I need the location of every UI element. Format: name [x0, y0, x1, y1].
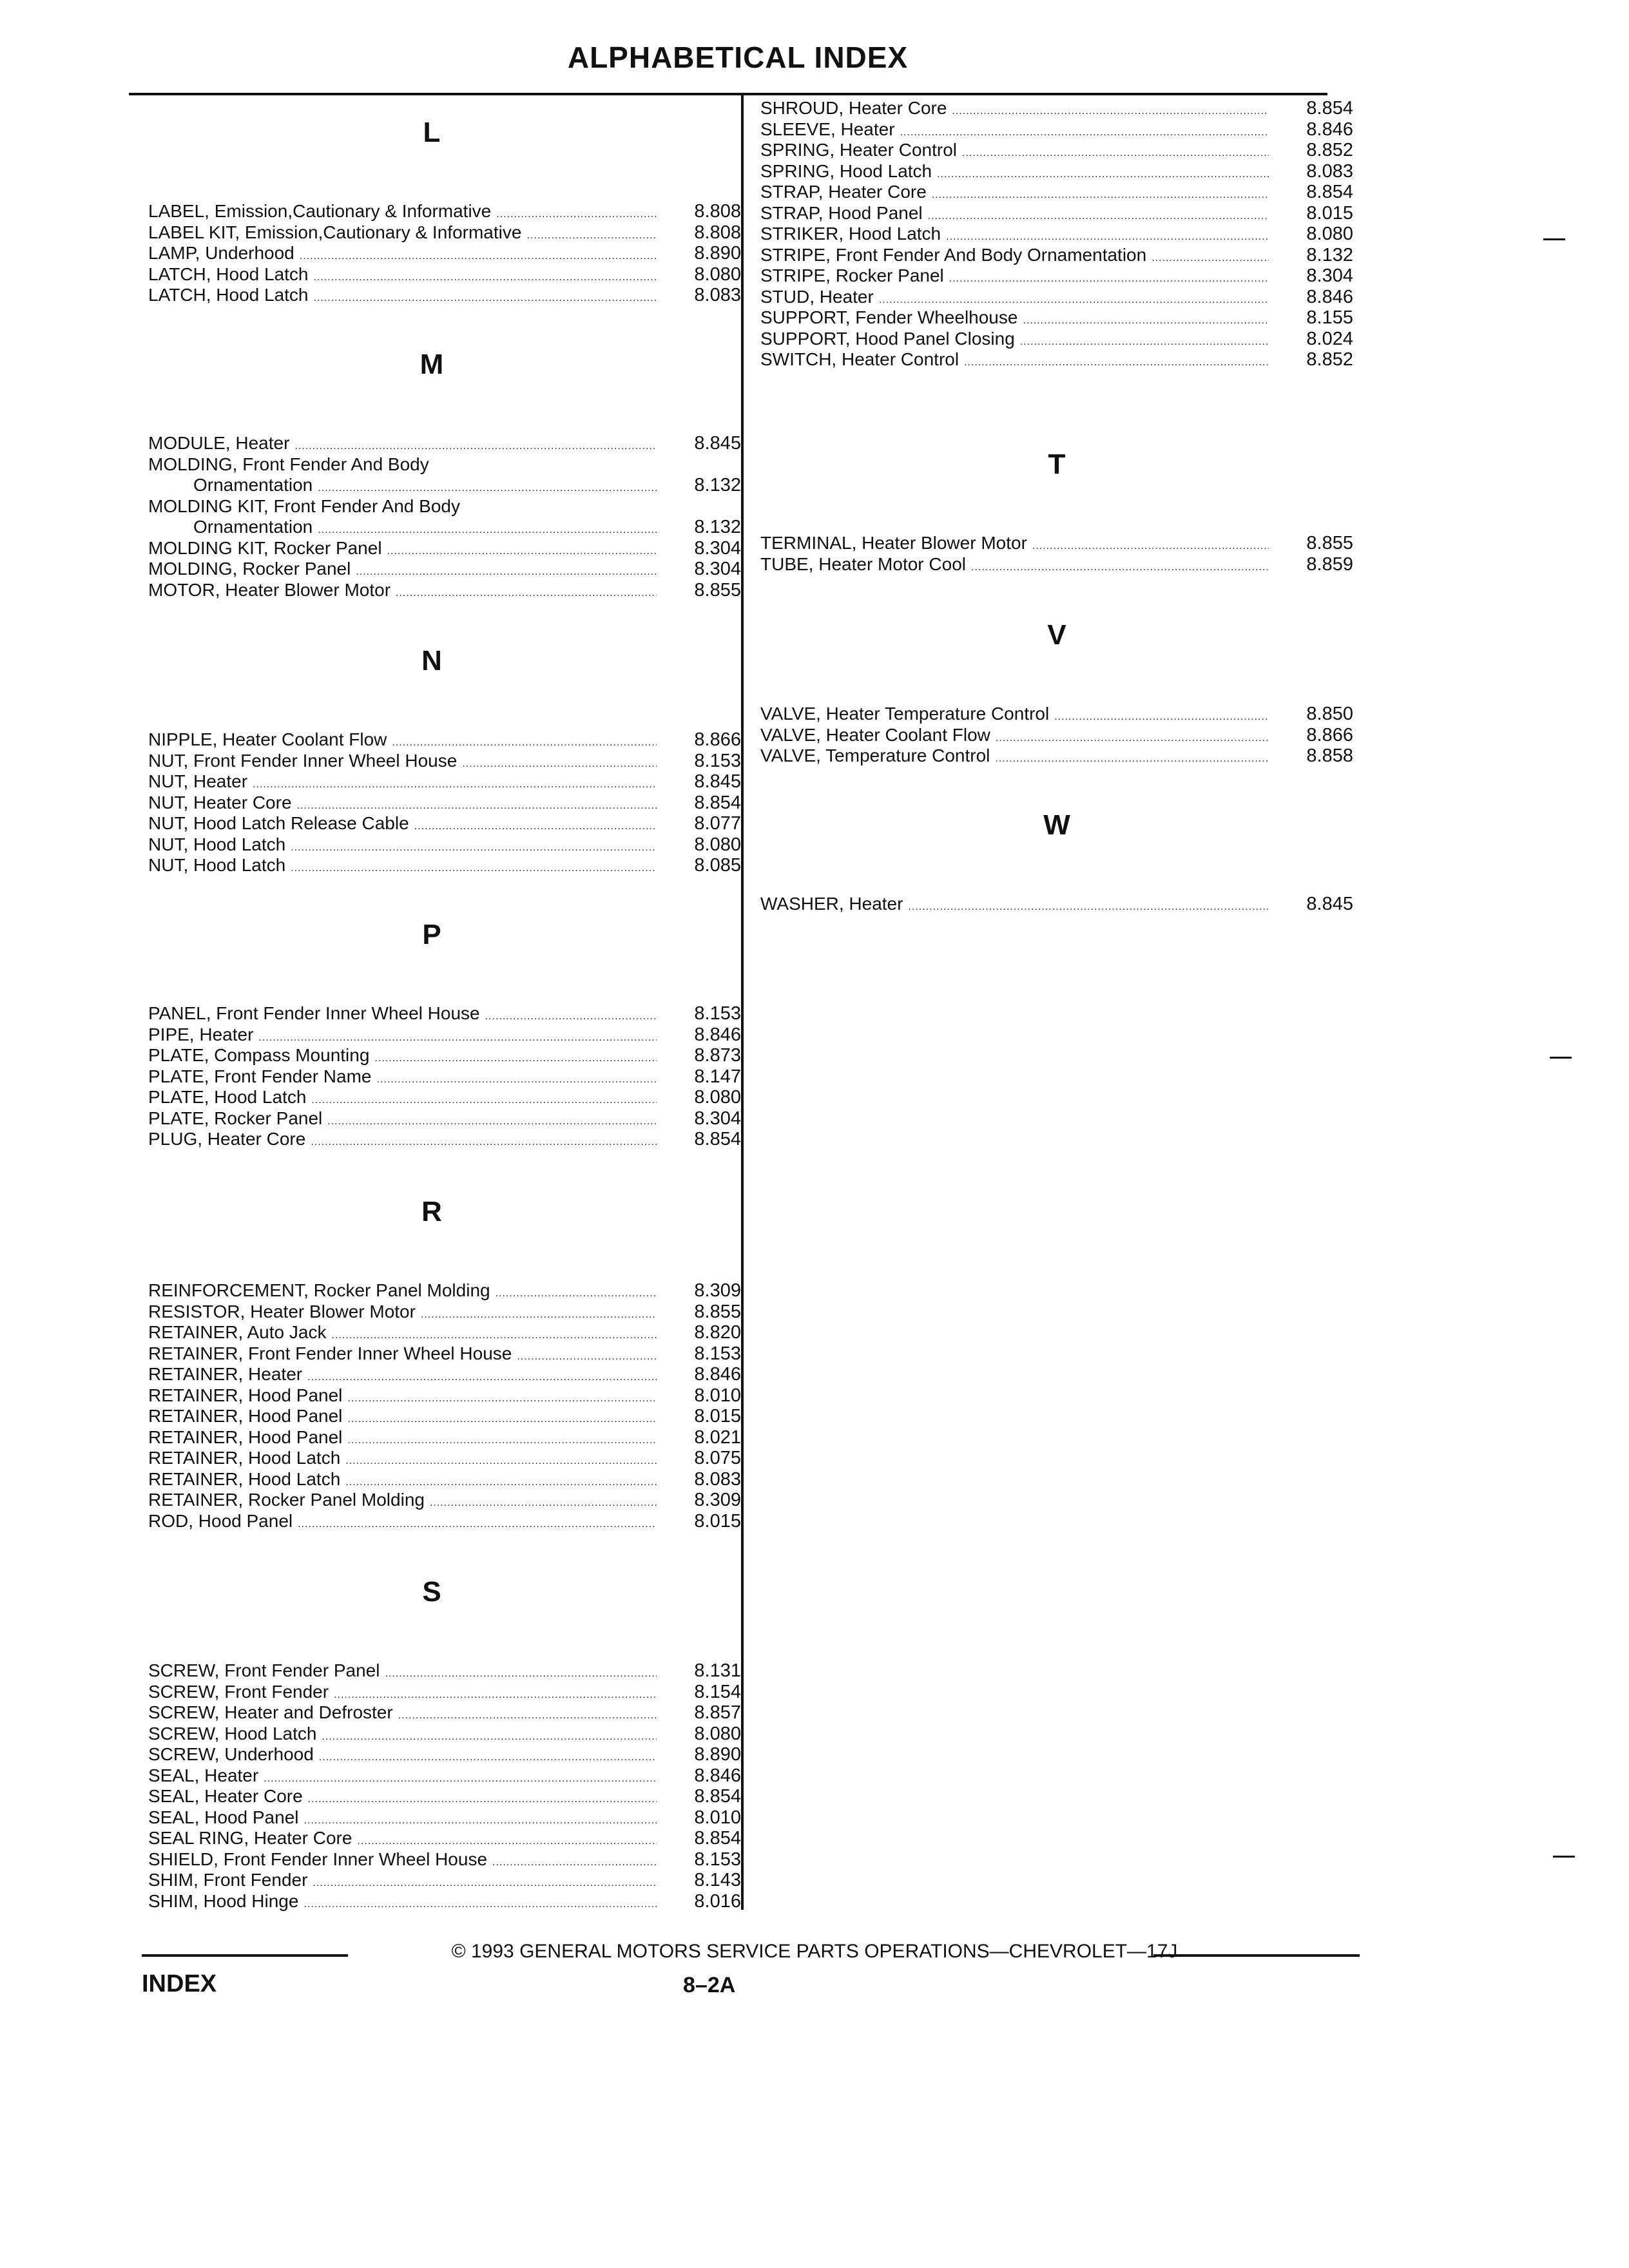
entry-label: LABEL, Emission,Cautionary & Informative [148, 201, 492, 221]
entry-page-number: 8.855 [694, 579, 741, 601]
entry-label: STRAP, Heater Core [760, 182, 927, 202]
entry-page-number: 8.846 [1306, 119, 1353, 140]
dot-leader [374, 1048, 657, 1070]
index-entry [148, 1343, 741, 1365]
dot-leader [253, 774, 657, 796]
index-entry [148, 1129, 741, 1150]
entry-label: VALVE, Heater Temperature Control [760, 704, 1050, 724]
entry-page-number: 8.083 [694, 1468, 741, 1490]
entry-page-number: 8.021 [694, 1427, 741, 1448]
entry-label: MOLDING, Front Fender And Body [148, 454, 429, 474]
entry-page-number: 8.153 [694, 1003, 741, 1024]
entry-label: SPRING, Hood Latch [760, 160, 932, 181]
entry-page-number: 8.846 [694, 1765, 741, 1786]
index-entry [148, 1448, 741, 1469]
dot-leader [995, 749, 1269, 770]
index-entry [148, 1490, 741, 1511]
index-entry [760, 182, 1353, 203]
index-entry [148, 1870, 741, 1891]
section-R [148, 1195, 741, 1532]
entry-label: SEAL RING, Heater Core [148, 1828, 352, 1848]
index-entry [148, 1385, 741, 1407]
entry-label: SCREW, Front Fender Panel [148, 1660, 380, 1680]
entry-page-number: 8.075 [694, 1448, 741, 1468]
index-entry [148, 1682, 741, 1703]
section-T [760, 448, 1353, 575]
dot-leader [327, 1111, 657, 1133]
entry-page-number: 8.015 [694, 1510, 741, 1532]
index-entry-list [148, 1003, 741, 1150]
entry-page-number: 8.080 [694, 834, 741, 855]
section-N [148, 644, 741, 876]
dot-leader [300, 246, 657, 267]
edge-mark [1543, 238, 1565, 240]
index-entry [148, 1511, 741, 1532]
index-entry [148, 1045, 741, 1066]
section-letter: L [423, 117, 441, 148]
index-entry [148, 1108, 741, 1129]
section-letter: W [1043, 809, 1070, 841]
entry-page-number: 8.808 [694, 201, 741, 222]
index-entry [148, 1828, 741, 1849]
title-rule [129, 93, 1327, 95]
entry-page-number: 8.153 [694, 1849, 741, 1870]
index-entry-list [760, 98, 1353, 370]
index-entry [148, 1066, 741, 1088]
dot-leader [496, 1283, 657, 1305]
entry-page-number: 8.309 [694, 1490, 741, 1510]
dot-leader [311, 1090, 657, 1111]
dot-leader [314, 288, 657, 309]
index-entry [760, 307, 1353, 329]
index-entry [148, 1087, 741, 1108]
index-entry [760, 725, 1353, 746]
entry-label: RETAINER, Heater [148, 1364, 303, 1384]
dot-leader [949, 269, 1269, 290]
entry-label: TERMINAL, Heater Blower Motor [760, 533, 1027, 553]
dot-leader [347, 1409, 657, 1430]
dot-leader [298, 1514, 657, 1535]
index-entry [148, 1427, 741, 1448]
index-entry [148, 517, 741, 538]
index-entry [148, 1807, 741, 1829]
entry-page-number: 8.854 [1306, 182, 1353, 202]
index-entry-list [760, 894, 1353, 915]
index-entry [760, 140, 1353, 161]
dot-leader [308, 1789, 657, 1811]
dot-leader [291, 858, 657, 879]
entry-page-number: 8.015 [1306, 202, 1353, 224]
entry-page-number: 8.083 [694, 285, 741, 305]
entry-label: REINFORCEMENT, Rocker Panel Molding [148, 1280, 490, 1300]
entry-page-number: 8.857 [694, 1702, 741, 1723]
entry-label: NUT, Heater Core [148, 792, 292, 812]
index-entry [148, 201, 741, 222]
dot-leader [1054, 707, 1269, 728]
entry-page-number: 8.304 [694, 559, 741, 579]
index-entry [148, 264, 741, 285]
section-V [760, 619, 1353, 767]
entry-label: PLATE, Rocker Panel [148, 1108, 323, 1128]
page-title: ALPHABETICAL INDEX [567, 41, 909, 74]
footer-section-label: INDEX [142, 1970, 217, 1997]
entry-page-number: 8.850 [1306, 704, 1353, 724]
entry-page-number: 8.855 [1306, 533, 1353, 553]
index-entry-list [760, 704, 1353, 767]
index-entry [760, 203, 1353, 224]
entry-page-number: 8.131 [694, 1660, 741, 1681]
dot-leader [1023, 311, 1269, 332]
section-W [760, 809, 1353, 915]
entry-label: NUT, Front Fender Inner Wheel House [148, 750, 458, 771]
index-entry-list [148, 1660, 741, 1912]
entry-page-number: 8.154 [694, 1681, 741, 1702]
index-entry [148, 222, 741, 244]
index-entry [760, 533, 1353, 554]
entry-label: ROD, Hood Panel [148, 1510, 293, 1531]
index-entry [760, 287, 1353, 308]
index-entry [148, 538, 741, 559]
entry-label: PIPE, Heater [148, 1024, 254, 1044]
dot-leader [356, 562, 657, 583]
index-entry [148, 1280, 741, 1302]
entry-page-number: 8.015 [694, 1406, 741, 1427]
index-entry [760, 329, 1353, 350]
dot-leader [962, 143, 1269, 164]
entry-label: LABEL KIT, Emission,Cautionary & Informative [148, 222, 522, 242]
entry-page-number: 8.132 [694, 475, 741, 495]
entry-page-number: 8.820 [694, 1322, 741, 1343]
entry-page-number: 8.854 [694, 1828, 741, 1849]
entry-label: SHIM, Front Fender [148, 1870, 308, 1890]
entry-label: NIPPLE, Heater Coolant Flow [148, 729, 387, 749]
entry-label: SHIM, Hood Hinge [148, 1890, 299, 1911]
entry-label: MOLDING KIT, Rocker Panel [148, 537, 382, 558]
entry-page-number: 8.155 [1306, 307, 1353, 328]
index-entry [148, 1765, 741, 1787]
entry-page-number: 8.808 [694, 222, 741, 243]
dot-leader [937, 164, 1269, 186]
entry-page-number: 8.080 [694, 264, 741, 285]
entry-label: NUT, Hood Latch [148, 855, 286, 875]
entry-label: MOLDING KIT, Front Fender And Body [148, 495, 460, 516]
entry-label: SEAL, Heater [148, 1765, 259, 1785]
index-entry [760, 245, 1353, 266]
entry-page-number: 8.304 [694, 1108, 741, 1129]
dot-leader [387, 541, 657, 562]
entry-page-number: 8.083 [1306, 160, 1353, 182]
entry-page-number: 8.309 [694, 1280, 741, 1301]
entry-label: Ornamentation [193, 475, 313, 495]
index-entry [148, 771, 741, 793]
entry-label: RESISTOR, Heater Blower Motor [148, 1301, 416, 1321]
dot-leader [462, 754, 657, 775]
entry-label: STRIPE, Front Fender And Body Ornamentation [760, 244, 1147, 265]
entry-label: VALVE, Heater Coolant Flow [760, 724, 990, 745]
entry-label: MOLDING, Rocker Panel [148, 559, 351, 579]
entry-page-number: 8.852 [1306, 349, 1353, 370]
entry-label: SHROUD, Heater Core [760, 98, 947, 118]
entry-page-number: 8.010 [694, 1385, 741, 1406]
dot-leader [932, 185, 1269, 206]
dot-leader [492, 1852, 657, 1874]
index-entry [148, 1003, 741, 1024]
dot-leader [928, 206, 1269, 227]
entry-label: SPRING, Heater Control [760, 140, 957, 160]
dot-leader [517, 1347, 657, 1368]
entry-label: LATCH, Hood Latch [148, 285, 309, 305]
entry-label: RETAINER, Hood Latch [148, 1468, 341, 1489]
index-entry [148, 1660, 741, 1682]
index-entry [148, 1724, 741, 1745]
entry-label: STRAP, Hood Panel [760, 202, 923, 223]
dot-leader [1020, 332, 1269, 353]
entry-label: SLEEVE, Heater [760, 119, 895, 139]
entry-page-number: 8.845 [1306, 894, 1353, 914]
index-entry-list [148, 433, 741, 601]
dot-leader [396, 583, 657, 604]
entry-label: LAMP, Underhood [148, 243, 294, 263]
dot-leader [964, 352, 1269, 374]
dot-leader [526, 226, 657, 247]
index-entry [148, 813, 741, 834]
entry-page-number: 8.304 [1306, 265, 1353, 286]
entry-page-number: 8.846 [1306, 286, 1353, 307]
index-entry [148, 729, 741, 751]
index-entry [148, 433, 741, 454]
index-entry [148, 834, 741, 856]
entry-page-number: 8.132 [1306, 244, 1353, 265]
section-L [148, 116, 741, 306]
entry-label: MODULE, Heater [148, 433, 290, 453]
dot-leader [304, 1811, 657, 1832]
index-entry [148, 751, 741, 772]
index-entry [148, 1322, 741, 1343]
dot-leader [314, 267, 657, 289]
entry-label: PLATE, Front Fender Name [148, 1066, 372, 1086]
dot-leader [311, 1132, 657, 1153]
dot-leader [971, 557, 1269, 579]
section-letter: M [419, 349, 444, 380]
entry-page-number: 8.153 [694, 750, 741, 771]
section-letter: N [421, 645, 442, 677]
entry-page-number: 8.153 [694, 1343, 741, 1364]
entry-label: PLATE, Hood Latch [148, 1087, 307, 1107]
dot-leader [377, 1070, 657, 1091]
edge-mark [1550, 1057, 1572, 1059]
entry-label: SUPPORT, Hood Panel Closing [760, 328, 1015, 349]
entry-label: STRIKER, Hood Latch [760, 224, 941, 244]
entry-label: SCREW, Front Fender [148, 1681, 329, 1702]
index-entry [760, 349, 1353, 370]
entry-page-number: 8.854 [694, 1786, 741, 1807]
dot-leader [414, 816, 657, 838]
entry-page-number: 8.890 [694, 243, 741, 264]
section-letter: S [422, 1576, 441, 1608]
section-letter: V [1047, 619, 1066, 651]
entry-label: LATCH, Hood Latch [148, 264, 309, 284]
entry-label: NUT, Hood Latch [148, 834, 286, 854]
index-entry [760, 265, 1353, 287]
index-entry [148, 1364, 741, 1385]
entry-page-number: 8.845 [694, 433, 741, 454]
index-entry [148, 1891, 741, 1912]
dot-leader [1152, 248, 1269, 269]
dot-leader [291, 838, 657, 859]
index-entry [148, 559, 741, 580]
entry-page-number: 8.855 [694, 1301, 741, 1322]
entry-page-number: 8.024 [1306, 328, 1353, 349]
entry-page-number: 8.846 [694, 1364, 741, 1385]
entry-label: NUT, Heater [148, 771, 248, 791]
dot-leader [485, 1006, 657, 1028]
section-P [148, 918, 741, 1150]
dot-leader [421, 1305, 657, 1326]
dot-leader [322, 1727, 657, 1748]
entry-page-number: 8.846 [694, 1024, 741, 1045]
entry-label: RETAINER, Hood Panel [148, 1385, 343, 1405]
dot-leader [347, 1430, 657, 1452]
index-entry [148, 285, 741, 306]
index-entry [148, 1024, 741, 1046]
index-entry-list [148, 1280, 741, 1532]
entry-page-number: 8.304 [694, 537, 741, 559]
dot-leader [996, 728, 1269, 749]
entry-label: RETAINER, Auto Jack [148, 1322, 327, 1342]
entry-label: RETAINER, Hood Panel [148, 1427, 343, 1447]
index-entry [148, 1849, 741, 1870]
entry-page-number: 8.854 [694, 792, 741, 813]
dot-leader [430, 1493, 657, 1514]
entry-label: MOTOR, Heater Blower Motor [148, 579, 391, 600]
index-entry [148, 1406, 741, 1427]
entry-page-number: 8.147 [694, 1066, 741, 1087]
dot-leader [1032, 536, 1269, 557]
entry-page-number: 8.080 [1306, 224, 1353, 244]
entry-page-number: 8.016 [694, 1890, 741, 1912]
entry-page-number: 8.873 [694, 1045, 741, 1066]
section-letter: T [1048, 448, 1066, 480]
entry-label: SCREW, Underhood [148, 1744, 314, 1764]
index-entry [148, 1786, 741, 1807]
index-entry [148, 1302, 741, 1323]
entry-label: PLATE, Compass Mounting [148, 1045, 370, 1065]
dot-leader [319, 1747, 657, 1769]
entry-page-number: 8.854 [694, 1129, 741, 1149]
entry-page-number: 8.854 [1306, 98, 1353, 119]
entry-label: RETAINER, Hood Latch [148, 1448, 341, 1468]
entry-label: TUBE, Heater Motor Cool [760, 553, 966, 574]
dot-leader [347, 1389, 657, 1410]
index-entry [148, 580, 741, 601]
entry-label: SCREW, Heater and Defroster [148, 1702, 393, 1722]
section-S-continued [760, 98, 1353, 370]
dot-leader [304, 1894, 657, 1916]
entry-label: SHIELD, Front Fender Inner Wheel House [148, 1849, 488, 1869]
index-entry-list [148, 201, 741, 306]
index-entry-list [760, 533, 1353, 575]
index-entry [760, 894, 1353, 915]
entry-label: RETAINER, Rocker Panel Molding [148, 1490, 425, 1510]
entry-page-number: 8.080 [694, 1087, 741, 1108]
section-S [148, 1575, 741, 1912]
index-entry [148, 855, 741, 876]
edge-mark [1553, 1856, 1575, 1858]
section-letter: R [421, 1196, 442, 1227]
entry-label: RETAINER, Front Fender Inner Wheel House [148, 1343, 512, 1363]
index-entry [760, 224, 1353, 245]
entry-page-number: 8.890 [694, 1744, 741, 1765]
entry-label: Ornamentation [193, 517, 313, 537]
entry-label: NUT, Hood Latch Release Cable [148, 813, 409, 833]
entry-page-number: 8.080 [694, 1723, 741, 1744]
entry-label: WASHER, Heater [760, 894, 903, 914]
entry-page-number: 8.085 [694, 855, 741, 876]
section-letter: P [422, 919, 441, 950]
entry-label: PLUG, Heater Core [148, 1129, 306, 1149]
index-entry [148, 1702, 741, 1724]
entry-page-number: 8.143 [694, 1870, 741, 1890]
entry-label: VALVE, Temperature Control [760, 745, 990, 765]
dot-leader [952, 101, 1269, 122]
entry-page-number: 8.858 [1306, 745, 1353, 766]
entry-page-number: 8.866 [694, 729, 741, 750]
index-entry [148, 475, 741, 496]
entry-label: SWITCH, Heater Control [760, 349, 959, 369]
dot-leader [345, 1451, 657, 1472]
entry-label: PANEL, Front Fender Inner Wheel House [148, 1003, 480, 1023]
entry-page-number: 8.852 [1306, 140, 1353, 160]
entry-label: RETAINER, Hood Panel [148, 1406, 343, 1426]
dot-leader [385, 1664, 657, 1685]
index-entry [760, 98, 1353, 119]
entry-label: SCREW, Hood Latch [148, 1723, 317, 1744]
footer-copyright: © 1993 GENERAL MOTORS SERVICE PARTS OPERATIONS—CHEVROLET—17J [451, 1941, 1178, 1962]
index-entry [760, 554, 1353, 575]
entry-page-number: 8.866 [1306, 724, 1353, 745]
entry-page-number: 8.132 [694, 517, 741, 537]
dot-leader [908, 897, 1269, 918]
footer-page-number: 8–2A [683, 1973, 736, 1997]
dot-leader [307, 1367, 657, 1389]
dot-leader [264, 1769, 657, 1790]
entry-page-number: 8.859 [1306, 553, 1353, 575]
entry-label: SUPPORT, Fender Wheelhouse [760, 307, 1018, 327]
index-entry [760, 119, 1353, 140]
index-entry-list [148, 729, 741, 876]
index-entry [148, 243, 741, 264]
index-entry [148, 1469, 741, 1490]
index-entry [148, 793, 741, 814]
entry-label: SEAL, Hood Panel [148, 1807, 299, 1827]
index-entry [760, 704, 1353, 725]
index-entry [148, 1744, 741, 1765]
index-entry [760, 745, 1353, 767]
dot-leader [398, 1706, 657, 1727]
entry-page-number: 8.010 [694, 1807, 741, 1828]
entry-label: STUD, Heater [760, 286, 874, 307]
dot-leader [313, 1873, 657, 1894]
index-entry [760, 161, 1353, 182]
entry-label: SEAL, Heater Core [148, 1786, 303, 1806]
entry-label: STRIPE, Rocker Panel [760, 265, 944, 285]
entry-page-number: 8.077 [694, 813, 741, 834]
column-divider [741, 93, 744, 1910]
entry-page-number: 8.845 [694, 771, 741, 792]
section-M [148, 348, 741, 601]
